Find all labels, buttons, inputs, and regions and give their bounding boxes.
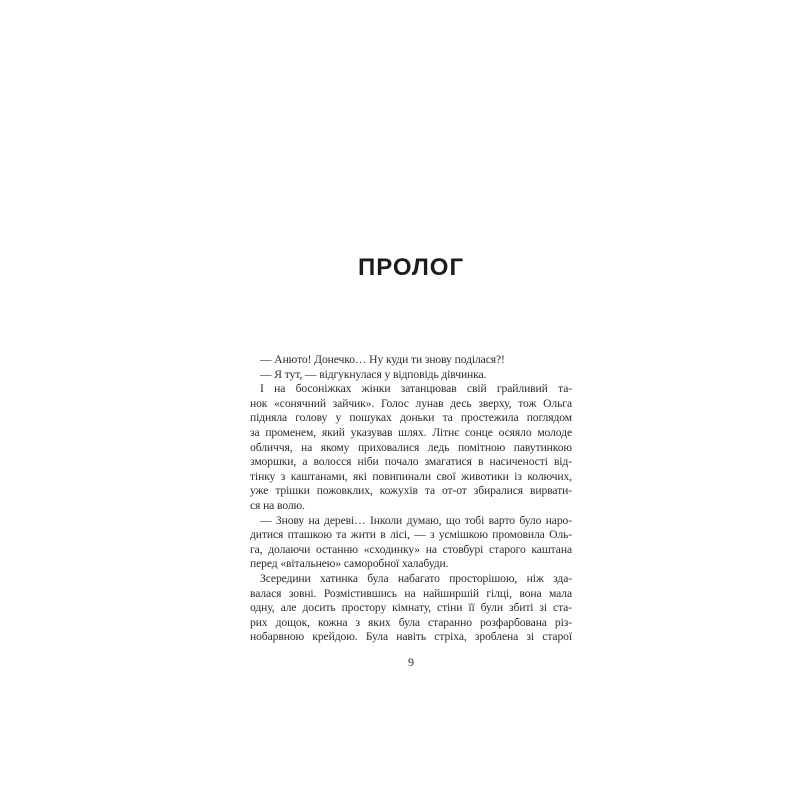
text-line: — Я тут, — відгукнулася у відповідь дівчинка. xyxy=(260,367,487,381)
text-line: обличчя, на якому приховалися ледь помітною павутинкою xyxy=(250,440,572,454)
text-line: валася зовні. Розмістившись на найширшій гілці, вона мала xyxy=(250,586,572,600)
chapter-heading: ПРОЛОГ xyxy=(357,254,465,281)
text-line: рих дощок, кожна з яких була старанно розфарбована різ- xyxy=(250,615,572,629)
text-line: — Знову на дереві… Інколи думаю, що тобі варто було наро- xyxy=(260,513,572,527)
text-line: І на босоніжках жінки затанцював свій грайливий та- xyxy=(260,382,572,396)
text-line: уже трішки пожовклих, кожухів та от-от збиралися вирвати- xyxy=(250,484,572,498)
text-line: ся на волю. xyxy=(250,498,305,512)
text-line: за променем, який указував шлях. Літнє сонце осяяло молоде xyxy=(250,425,572,439)
text-line: га, долаючи останню «сходинку» на стовбурі старого каштана xyxy=(250,542,572,556)
text-line: підняла голову у пошуках доньки та простежила поглядом xyxy=(250,411,572,425)
body-text xyxy=(250,353,572,645)
text-line: одну, але досить простору кімнату, стіни її були збиті зі ста- xyxy=(250,601,572,615)
page-number: 9 xyxy=(408,655,414,669)
text-line: — Анюто! Донечко… Ну куди ти знову поділася?! xyxy=(260,353,505,366)
text-line: перед «вітальнею» саморобної халабуди. xyxy=(250,557,449,571)
text-line: нобарвною крейдою. Була навіть стріха, зроблена зі старої xyxy=(250,630,572,644)
text-line: зморшки, а волосся ніби почало змагатися в насиченості від- xyxy=(250,455,572,469)
text-line: нок «сонячний зайчик». Голос лунав десь зверху, тож Ольга xyxy=(250,396,572,410)
text-line: тінку з каштанами, які повипинали свої животики із колючих, xyxy=(250,469,572,483)
text-line: Зсередини хатинка була набагато просторішою, ніж зда- xyxy=(260,571,572,585)
text-line: дитися пташкою та жити в лісі, — з усмішкою промовила Оль- xyxy=(250,528,572,542)
